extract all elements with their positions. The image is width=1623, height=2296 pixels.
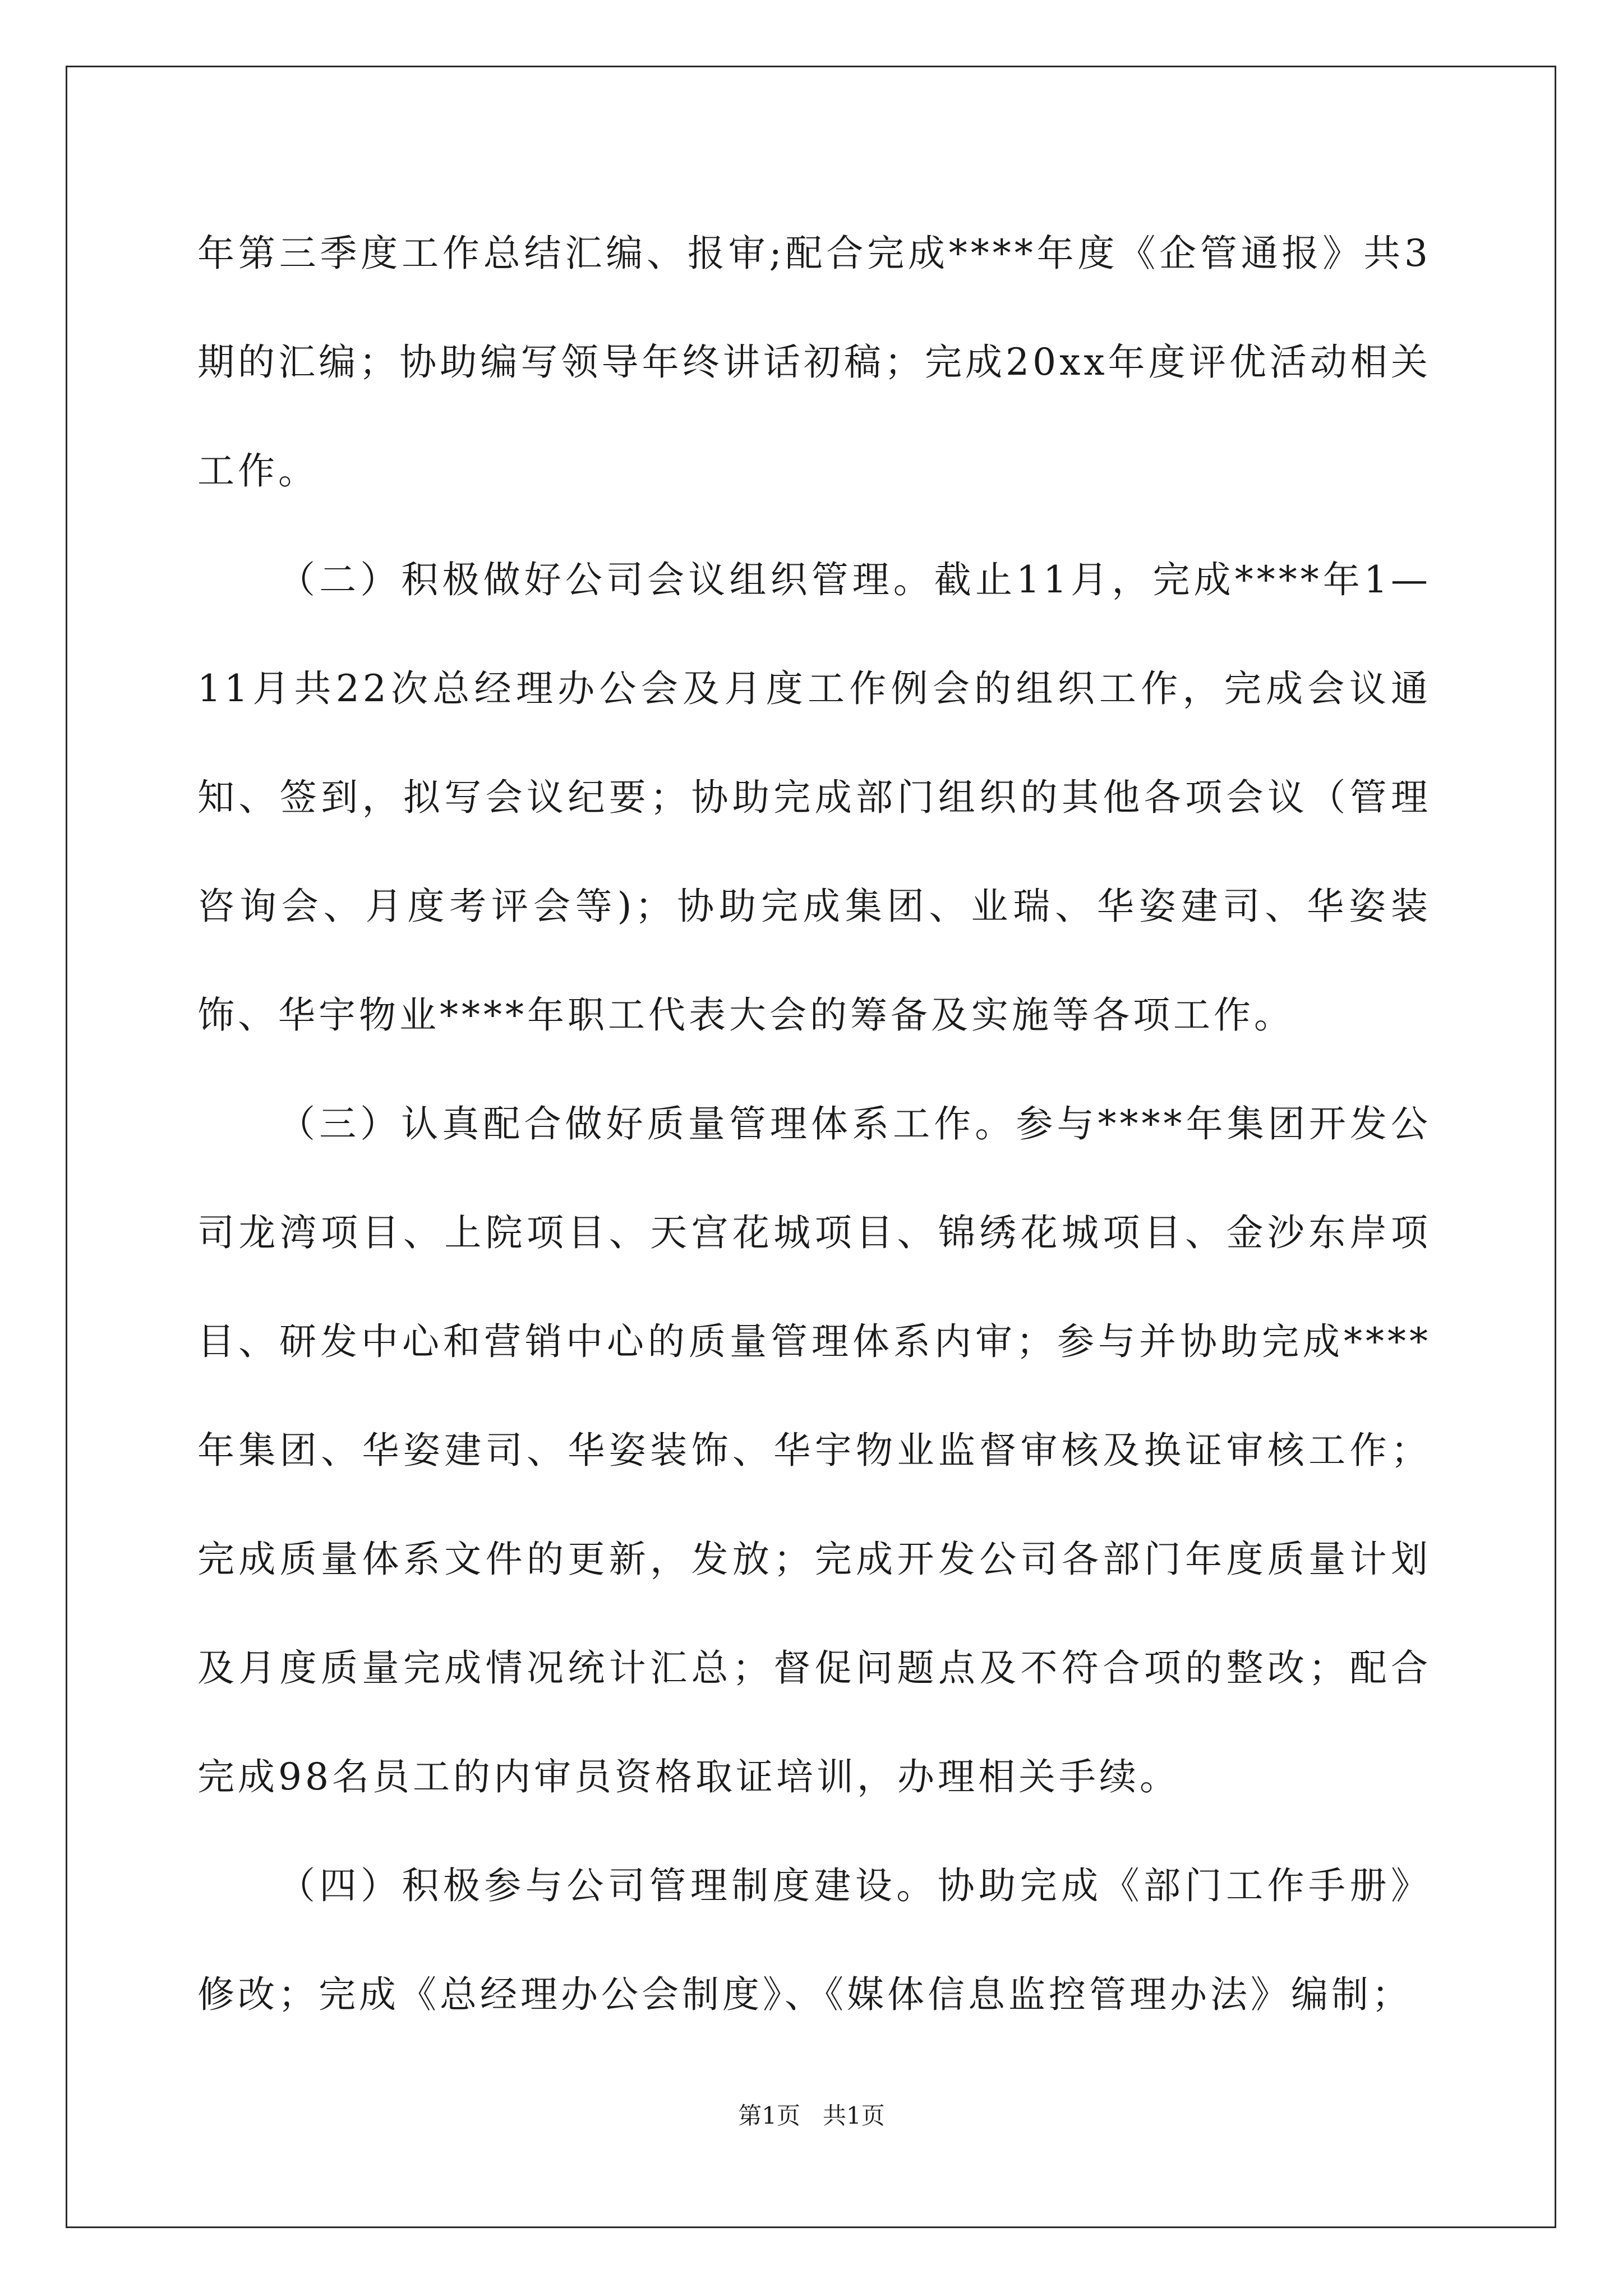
paragraph-4: （四）积极参与公司管理制度建设。协助完成《部门工作手册》修改；完成《总经理办公会制度》、《媒体信息监控管理办法》编制； — [197, 1864, 1431, 2016]
page-number: 第1页 — [738, 2102, 800, 2129]
page-total: 共1页 — [823, 2102, 885, 2129]
document-body — [197, 199, 1431, 2049]
paragraph-3: （三）认真配合做好质量管理体系工作。参与****年集团开发公司龙湾项目、上院项目、天宫花城项目、锦绣花城项目、金沙东岸项目、研发中心和营销中心的质量管理体系内审；参与并协助完成****年集团、华姿建司、华姿装饰、华宇物业监督审核及换证审核工作；完成质量体系文件的更新，发放；完成开发公司各部门年度质量计划及月度质量完成情况统计汇总；督促问题点及不符合项的整改；配合完成98名员工的内审员资格取证培训，办理相关手续。 — [197, 1102, 1431, 1798]
paragraph-1: 年第三季度工作总结汇编、报审;配合完成****年度《企管通报》共3期的汇编；协助编写领导年终讲话初稿；完成20xx年度评优活动相关工作。 — [197, 232, 1431, 493]
paragraph-2: （二）积极做好公司会议组织管理。截止11月，完成****年1—11月共22次总经理办公会及月度工作例会的组织工作，完成会议通知、签到，拟写会议纪要；协助完成部门组织的其他各项会议（管理咨询会、月度考评会等)；协助完成集团、业瑞、华姿建司、华姿装饰、华宇物业****年职工代表大会的筹备及实施等各项工作。 — [197, 558, 1431, 1037]
footer-spacer — [800, 2102, 823, 2129]
page-footer — [0, 2099, 1623, 2133]
